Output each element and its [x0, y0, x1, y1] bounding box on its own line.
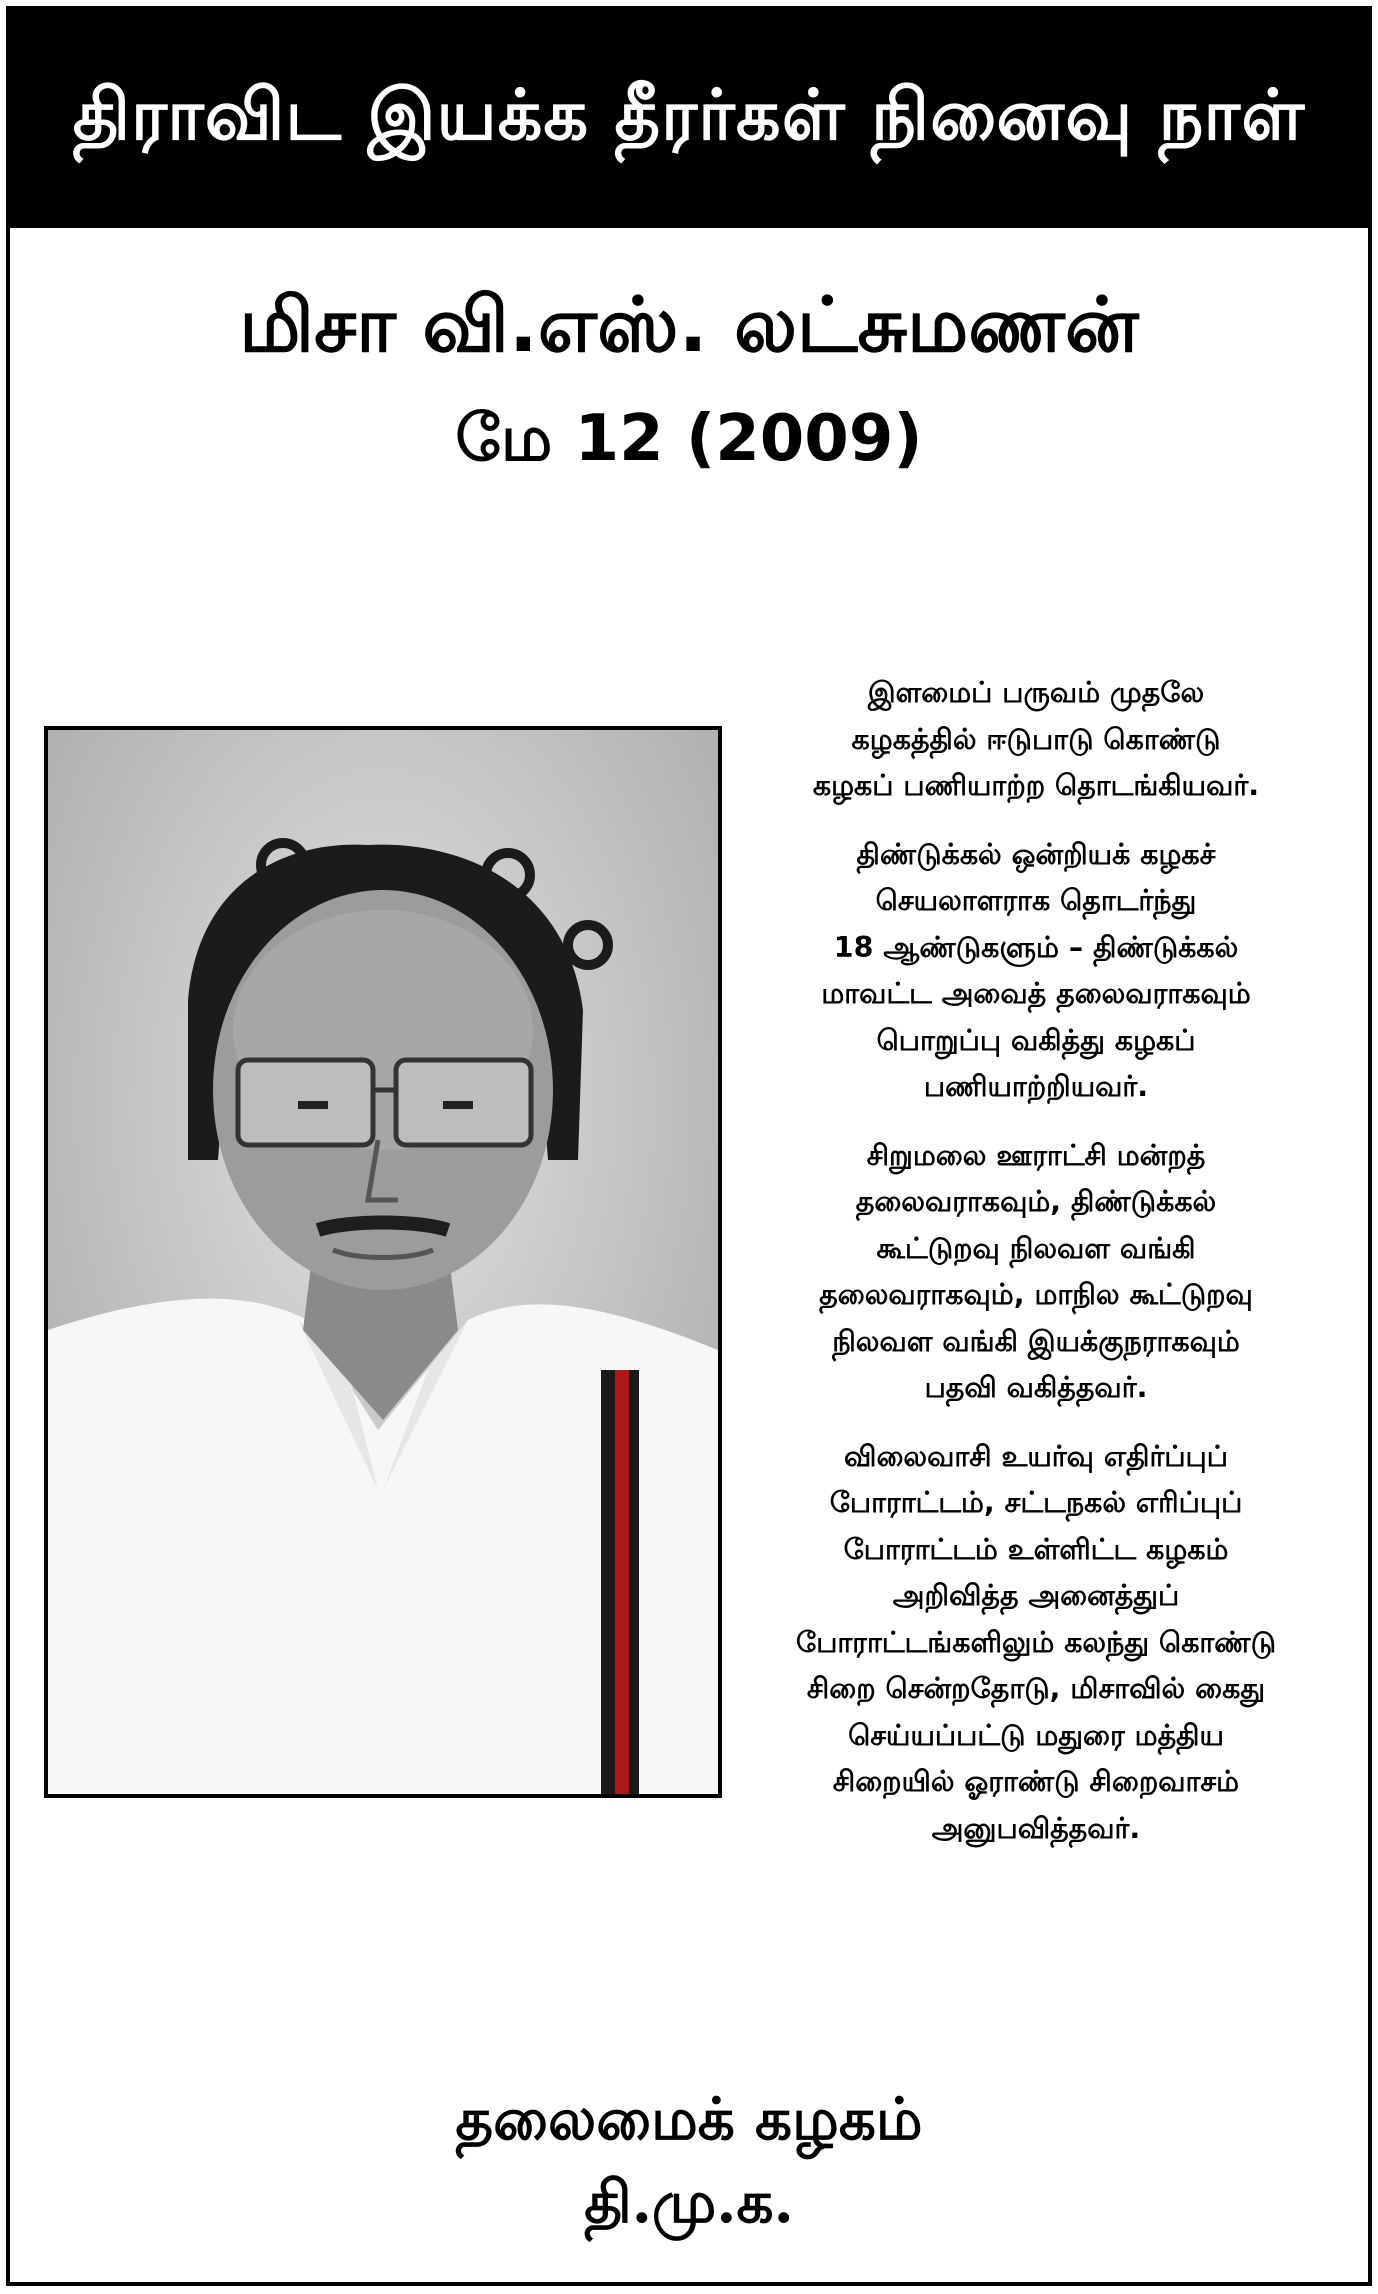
portrait-photo-icon	[48, 730, 718, 1794]
biography-line: பொறுப்பு வகித்து கழகப்	[876, 1023, 1196, 1057]
footer-party: தி.மு.க.	[584, 2168, 794, 2236]
biography-line: கழகப் பணியாற்ற தொடங்கியவர்.	[812, 769, 1260, 802]
biography-paragraph	[726, 1133, 1346, 1412]
banner-title: திராவிட இயக்க தீரர்கள் நினைவு நாள்	[10, 10, 1368, 228]
biography-line: செய்யப்பட்டு மதுரை மத்திய	[848, 1718, 1224, 1752]
biography-line: போராட்டம், சட்டநகல் எரிப்புப்	[829, 1486, 1243, 1519]
biography-line: தலைவராகவும், திண்டுக்கல்	[855, 1185, 1217, 1218]
biography-text	[726, 670, 1346, 1874]
biography-line: மாவட்ட அவைத் தலைவராகவும்	[821, 977, 1251, 1010]
biography-paragraph	[726, 832, 1346, 1111]
biography-line: 18 ஆண்டுகளும் – திண்டுக்கல்	[833, 930, 1239, 964]
biography-line: திண்டுக்கல் ஒன்றியக் கழகச்	[856, 837, 1216, 871]
memorial-date: மே 12 (2009)	[455, 402, 923, 476]
biography-line: கழகத்தில் ஈடுபாடு கொண்டு	[851, 722, 1221, 756]
biography-line: சிறுமலை ஊராட்சி மன்றத்	[866, 1138, 1206, 1172]
biography-line: நிலவள வங்கி இயக்குநராகவும்	[832, 1324, 1240, 1358]
biography-line: சிறை சென்றதோடு, மிசாவில் கைது	[806, 1672, 1266, 1705]
biography-line: சிறையில் ஓராண்டு சிறைவாசம்	[832, 1765, 1240, 1798]
biography-line: போராட்டம் உள்ளிட்ட கழகம்	[843, 1532, 1229, 1566]
biography-line: பணியாற்றியவர்.	[923, 1070, 1149, 1103]
memorial-notice	[6, 6, 1372, 2286]
biography-line: கூட்டுறவு நிலவள வங்கி	[876, 1231, 1196, 1265]
biography-line: இளமைப் பருவம் முதலே	[867, 676, 1205, 709]
biography-line: போராட்டங்களிலும் கலந்து கொண்டு	[795, 1625, 1277, 1659]
biography-line: பதவி வகித்தவர்.	[924, 1371, 1148, 1404]
biography-line: அறிவித்த அனைத்துப்	[892, 1579, 1180, 1612]
biography-line: தலைவராகவும், மாநில கூட்டுறவு	[819, 1278, 1253, 1311]
biography-line: செயலாளராக தொடர்ந்து	[875, 884, 1197, 917]
biography-line: விலைவாசி உயர்வு எதிர்ப்புப்	[844, 1439, 1228, 1473]
biography-line: அனுபவித்தவர்.	[931, 1811, 1141, 1845]
footer-organization: தலைமைக் கழகம்	[455, 2085, 923, 2153]
biography-paragraph	[726, 1434, 1346, 1853]
portrait-photo	[44, 726, 722, 1798]
biography-paragraph	[726, 670, 1346, 810]
person-name: மிசா வி.எஸ். லட்சுமணன்	[239, 280, 1139, 369]
